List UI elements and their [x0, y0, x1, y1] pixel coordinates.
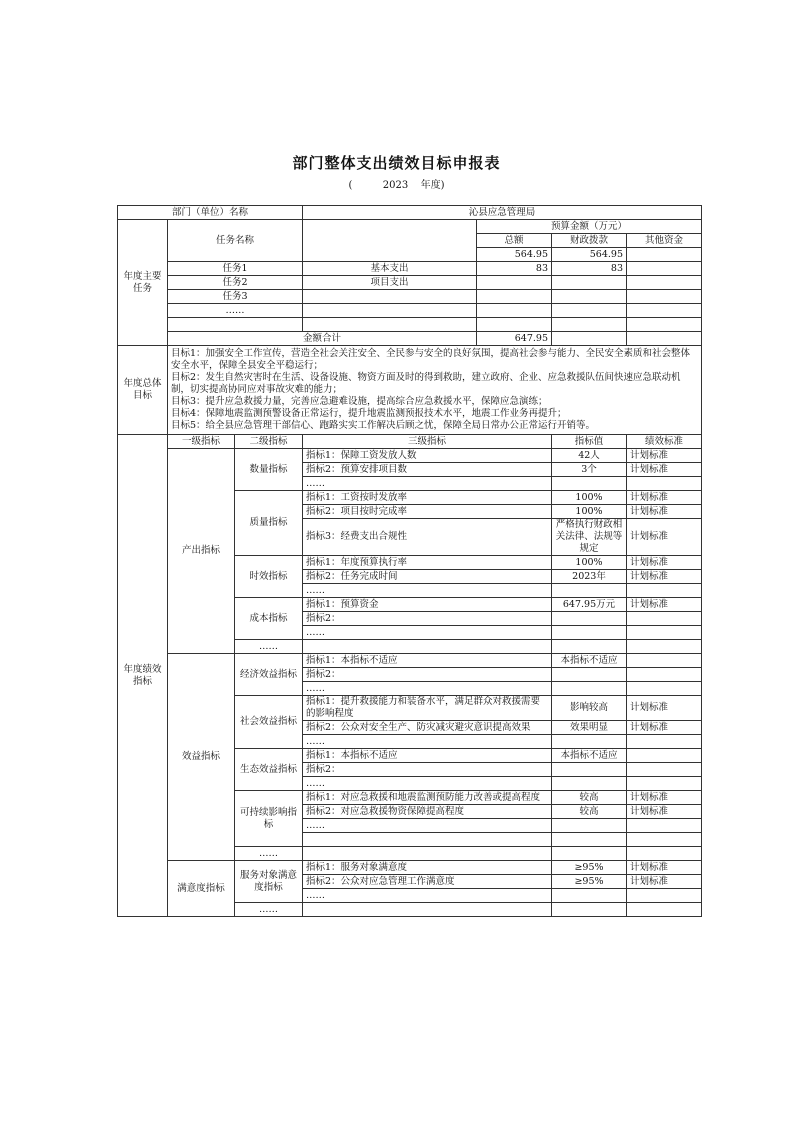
indicator-name: 指标1：本指标不适应 [303, 654, 552, 668]
indicator-std: 计划标准 [627, 570, 702, 584]
indicator-std: 计划标准 [627, 805, 702, 819]
sub-cost: 成本指标 [235, 598, 303, 640]
sub-ecological: 生态效益指标 [235, 749, 303, 791]
sub-benefit-more: …… [235, 847, 303, 861]
indicator-std: 计划标准 [627, 696, 702, 721]
indicator-value: 本指标不适应 [552, 749, 627, 763]
indicator-value: 100% [552, 491, 627, 505]
budget-other-header: 其他资金 [627, 234, 702, 248]
task-row [118, 304, 702, 318]
indicator-name: …… [303, 889, 552, 903]
budget-total-header: 总额 [477, 234, 552, 248]
task-name-header: 任务名称 [168, 220, 303, 262]
perf-side-label: 年度绩效指标 [118, 435, 168, 917]
indicator-name: 指标2：对应急救援物资保障提高程度 [303, 805, 552, 819]
performance-form-table [117, 205, 702, 917]
sub-quantity: 数量指标 [235, 449, 303, 491]
indicator-name: 指标2： [303, 668, 552, 682]
task-fiscal: 564.95 [552, 248, 627, 262]
indicator-name: 指标2：公众对应急管理工作满意度 [303, 875, 552, 889]
goals-side-label: 年度总体目标 [118, 346, 168, 435]
task-total [477, 290, 552, 304]
indicator-name: …… [303, 682, 552, 696]
indicator-name: 指标2：项目按时完成率 [303, 505, 552, 519]
tasks-side-label: 年度主要任务 [118, 220, 168, 346]
task-name: …… [168, 304, 303, 318]
indicator-value: 42人 [552, 449, 627, 463]
indicator-std: 计划标准 [627, 791, 702, 805]
perf-h3: 三级指标 [303, 435, 552, 449]
indicator-row [118, 861, 702, 875]
dept-row [118, 206, 702, 220]
task-content [303, 304, 477, 318]
indicator-std [627, 654, 702, 668]
sub-service: 服务对象满意度指标 [235, 861, 303, 903]
perf-header-row [118, 435, 702, 449]
task-content: 项目支出 [303, 276, 477, 290]
perf-h1: 一级指标 [168, 435, 235, 449]
indicator-name: 指标1：工资按时发放率 [303, 491, 552, 505]
task-row [118, 262, 702, 276]
indicator-name: 指标2：预算安排项目数 [303, 463, 552, 477]
perf-h2: 二级指标 [235, 435, 303, 449]
indicator-std: 计划标准 [627, 505, 702, 519]
task-other [627, 248, 702, 262]
sub-satisfaction-more: …… [235, 903, 303, 917]
perf-h4: 指标值 [552, 435, 627, 449]
indicator-name: 指标1：服务对象满意度 [303, 861, 552, 875]
indicator-name: 指标2： [303, 612, 552, 626]
dept-value: 沁县应急管理局 [303, 206, 702, 220]
indicator-value: 效果明显 [552, 721, 627, 735]
sub-output-more: …… [235, 640, 303, 654]
task-row-empty [118, 318, 702, 332]
budget-header: 预算金额（万元） [477, 220, 702, 234]
sub-social: 社会效益指标 [235, 696, 303, 749]
indicator-name: 指标1：预算资金 [303, 598, 552, 612]
goals-row [118, 346, 702, 435]
indicator-std: 计划标准 [627, 491, 702, 505]
goal-item: 目标2：发生自然灾害时在生活、设备设施、物资方面及时的得到救助，建立政府、企业、应急救援队伍间快速应急联动机制，切实提高协同应对事故灾难的能力； [171, 372, 681, 395]
task-total: 564.95 [477, 248, 552, 262]
indicator-name: …… [303, 819, 552, 833]
task-sum-total: 647.95 [477, 332, 552, 346]
indicator-name: 指标2：公众对安全生产、防灾减灾避灾意识提高效果 [303, 721, 552, 735]
indicator-value: 100% [552, 505, 627, 519]
indicator-std: 计划标准 [627, 519, 702, 556]
indicator-value: 严格执行财政相关法律、法规等规定 [552, 519, 627, 556]
task-fiscal: 83 [552, 262, 627, 276]
indicator-value: 647.95万元 [552, 598, 627, 612]
indicator-name: …… [303, 735, 552, 749]
indicator-name: 指标1：对应急救援和地震监测预防能力改善或提高程度 [303, 791, 552, 805]
task-fiscal [552, 276, 627, 290]
indicator-std: 计划标准 [627, 463, 702, 477]
indicator-row [118, 449, 702, 463]
indicator-value: 较高 [552, 805, 627, 819]
indicator-value: 3个 [552, 463, 627, 477]
task-content [303, 290, 477, 304]
indicator-std [627, 749, 702, 763]
indicator-std: 计划标准 [627, 449, 702, 463]
task-content: 基本支出 [303, 262, 477, 276]
sub-economic: 经济效益指标 [235, 654, 303, 696]
task-total: 83 [477, 262, 552, 276]
indicator-value: 100% [552, 556, 627, 570]
budget-fiscal-header: 财政拨款 [552, 234, 627, 248]
indicator-value: 影响较高 [552, 696, 627, 721]
indicator-name: 指标1：本指标不适应 [303, 749, 552, 763]
task-other [627, 290, 702, 304]
indicator-value: 本指标不适应 [552, 654, 627, 668]
task-row [118, 276, 702, 290]
task-other [627, 262, 702, 276]
tasks-header-row-1 [118, 220, 702, 234]
goal-item: 目标4：保障地震监测预警设备正常运行，提升地震监测预报技术水平，地震工作业务再提升； [171, 408, 567, 419]
indicator-name: 指标2：任务完成时间 [303, 570, 552, 584]
indicator-name: …… [303, 477, 552, 491]
dept-label: 部门（单位）名称 [118, 206, 303, 220]
sub-sustainable: 可持续影响指标 [235, 791, 303, 847]
indicator-value: 2023年 [552, 570, 627, 584]
indicator-name: 指标1：保障工资发放人数 [303, 449, 552, 463]
goal-item: 目标3：提升应急救援力量，完善应急避难设施，提高综合应急救援水平，保障应急演练； [171, 396, 548, 407]
indicator-std: 计划标准 [627, 598, 702, 612]
cat-benefit: 效益指标 [168, 654, 235, 861]
indicator-row [118, 654, 702, 668]
indicator-name: 指标1：年度预算执行率 [303, 556, 552, 570]
task-other [627, 276, 702, 290]
indicator-std: 计划标准 [627, 721, 702, 735]
indicator-value: ≥95% [552, 861, 627, 875]
subtitle-open: ( [348, 180, 353, 191]
indicator-name: 指标1：提升救援能力和装备水平，满足群众对救援需要的影响程度 [303, 696, 552, 721]
subtitle-year: 2023 [382, 180, 409, 191]
indicator-name: …… [303, 584, 552, 598]
task-name: 任务2 [168, 276, 303, 290]
indicator-name: …… [303, 777, 552, 791]
indicator-std: 计划标准 [627, 556, 702, 570]
cat-satisfaction: 满意度指标 [168, 861, 235, 917]
task-row [118, 290, 702, 304]
task-content-header [303, 220, 477, 262]
page-title: 部门整体支出绩效目标申报表 [292, 154, 501, 172]
perf-h5: 绩效标准 [627, 435, 702, 449]
indicator-name: 指标2： [303, 763, 552, 777]
task-sum-row [118, 332, 702, 346]
subtitle-close: 年度) [420, 180, 445, 191]
indicator-name: 指标3：经费支出合规性 [303, 519, 552, 556]
indicator-value: 较高 [552, 791, 627, 805]
page-subtitle [0, 176, 793, 191]
task-name: 任务1 [168, 262, 303, 276]
indicator-std: 计划标准 [627, 861, 702, 875]
goal-item: 目标5：给全县应急管理干部信心、跑路实实工作解决后顾之忧，保障全局日常办公正常运行开销等。 [171, 420, 596, 431]
task-fiscal [552, 290, 627, 304]
task-sum-label: 金额合计 [168, 332, 477, 346]
sub-quality: 质量指标 [235, 491, 303, 556]
cat-output: 产出指标 [168, 449, 235, 654]
sub-timeliness: 时效指标 [235, 556, 303, 598]
goals-text [168, 346, 702, 435]
task-total [477, 276, 552, 290]
indicator-std: 计划标准 [627, 875, 702, 889]
goal-item: 目标1：加强安全工作宣传，营造全社会关注安全、全民参与安全的良好氛围，提高社会参与能力、全民安全素质和社会整体安全水平，保障全县安全平稳运行； [171, 348, 691, 371]
indicator-name: …… [303, 626, 552, 640]
indicator-value: ≥95% [552, 875, 627, 889]
task-name: 任务3 [168, 290, 303, 304]
